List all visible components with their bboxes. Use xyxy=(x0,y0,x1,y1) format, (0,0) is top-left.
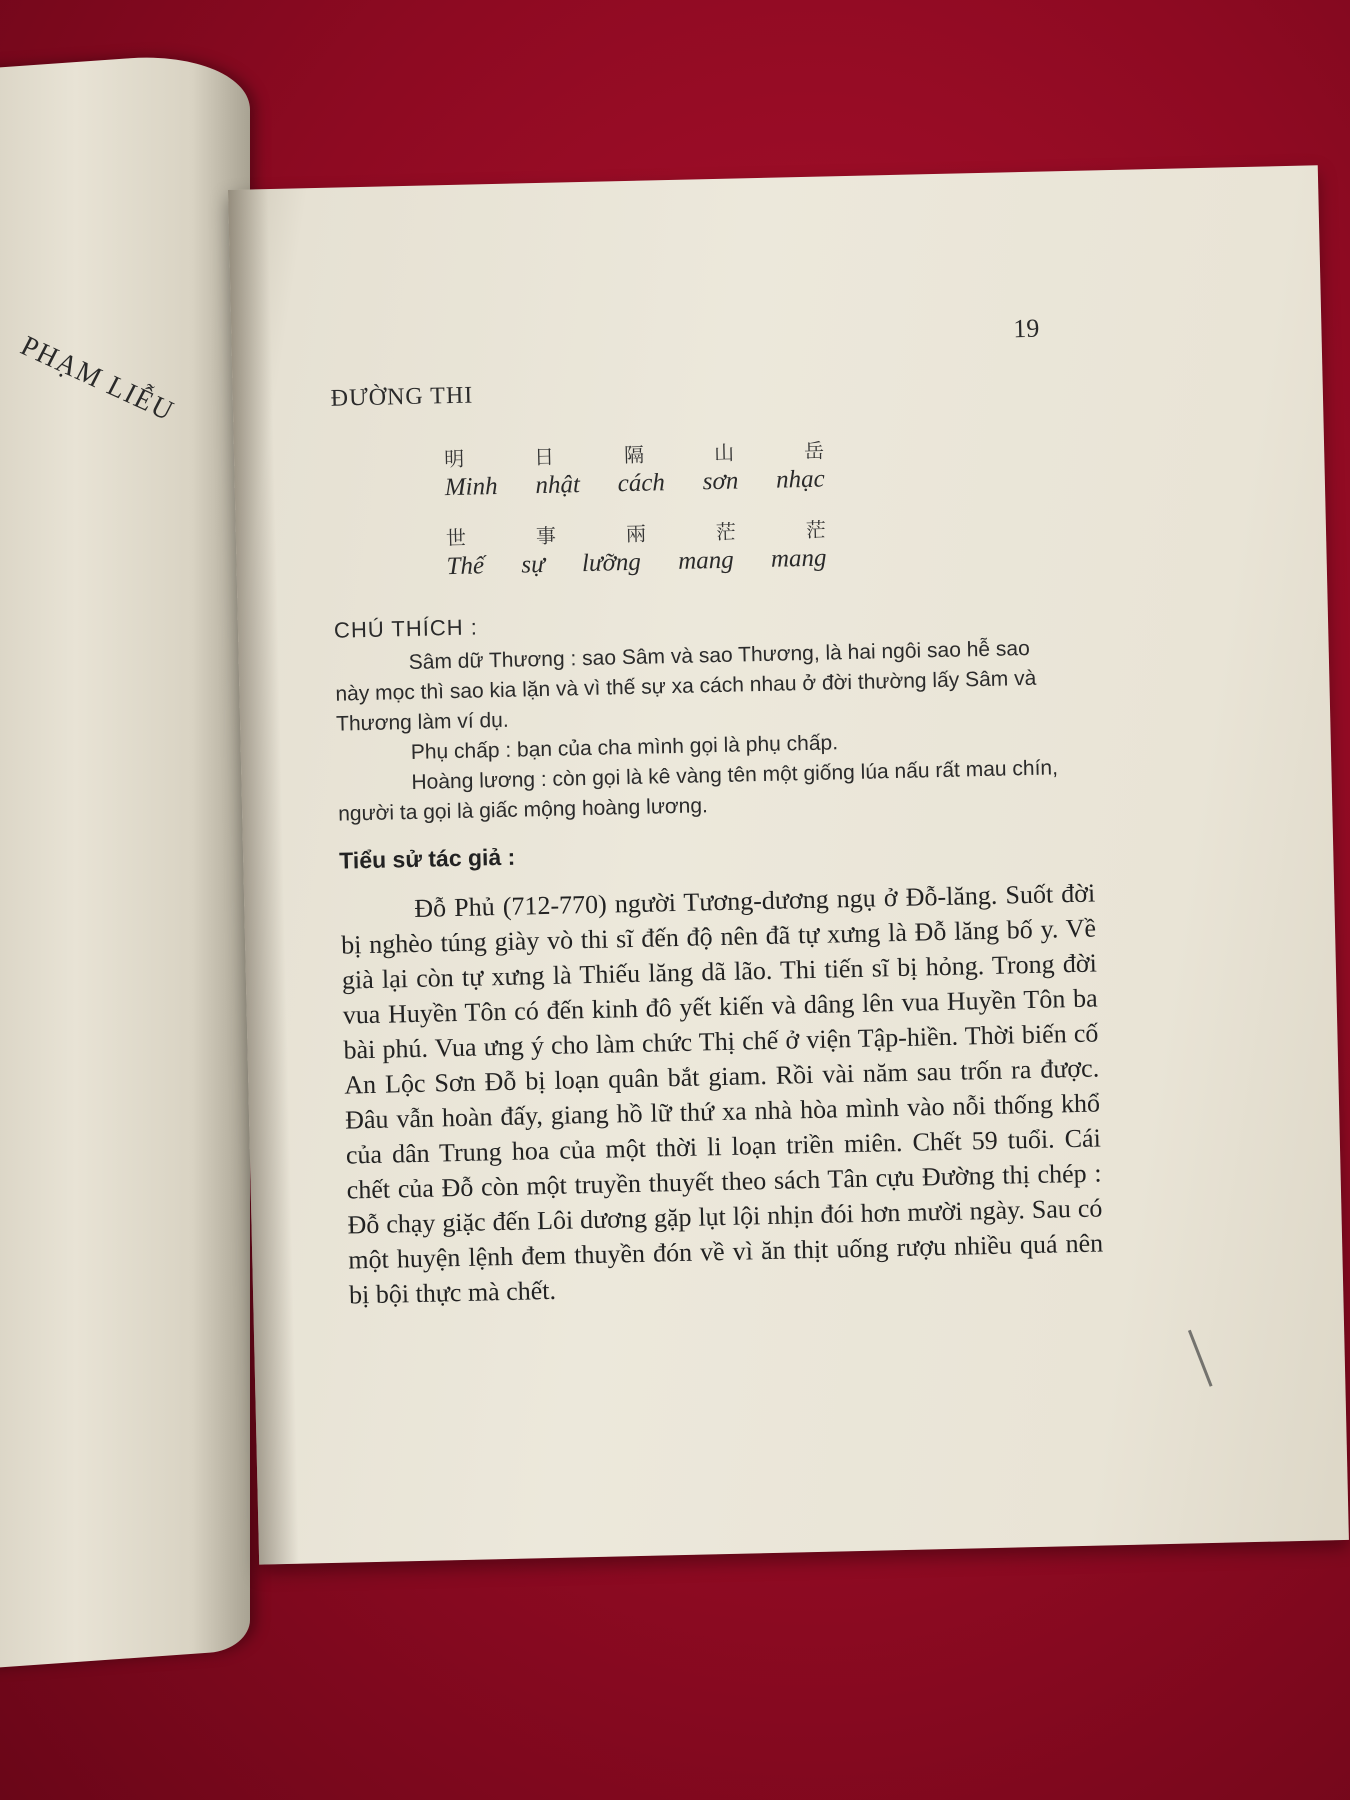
rom-word: lưỡng xyxy=(581,548,642,578)
han-char: 兩 xyxy=(625,521,647,547)
han-char: 世 xyxy=(445,525,467,551)
running-head: ĐƯỜNG THI xyxy=(330,382,474,412)
note-item: Phụ chấp : bạn của cha mình gọi là phụ chấp. xyxy=(410,731,839,764)
han-char: 茫 xyxy=(805,517,827,542)
rom-word: cách xyxy=(617,469,666,498)
han-char: 山 xyxy=(713,440,735,466)
rom-word: nhật xyxy=(535,471,581,500)
poem-block xyxy=(444,435,827,582)
page-number: 19 xyxy=(1013,313,1040,344)
rom-word: nhạc xyxy=(775,465,826,494)
bio-title: Tiểu sử tác giả : xyxy=(338,843,516,874)
han-char: 明 xyxy=(443,446,465,472)
pen-mark xyxy=(1188,1330,1213,1387)
han-char: 岳 xyxy=(803,438,825,463)
rom-word: mang xyxy=(677,546,735,575)
bio-text: Đỗ Phủ (712-770) người Tương-dương ngụ ở Đỗ-lăng. Suốt đời bị nghèo túng giày vò thi sĩ đến độ nên đã tự xưng là Đỗ lăng bố y. Về già lại còn tự xưng là Thiếu lăng dã lão. Thi tiến sĩ bị hỏng. Trong đời vua Huyền Tôn có đến kinh đô yết kiến và dâng lên vua Huyền Tôn ba bài phú. Vua ưng ý cho làm chức Thị chế ở viện Tập-hiền. Thời biến cố An Lộc Sơn Đỗ bị loạn quân bắt giam. Rồi vài năm sau trốn ra được. Đâu vẫn hoàn đấy, giang hồ lữ thứ xa nhà hòa mình vào nỗi thống khổ của dân Trung hoa của một thời li loạn triền miên. Chết 59 tuổi. Cái chết của Đỗ còn một truyền thuyết theo sách Tân cựu Đường thị chép : Đỗ chạy giặc đến Lôi dương gặp lụt lội nhịn đói hơn mười ngày. Sau có một huyện lệnh đem thuyền đón về vì ăn thịt uống rượu nhiều quá nên bị bội thực mà chết. xyxy=(340,878,1104,1310)
han-char: 隔 xyxy=(623,442,645,468)
notes-section xyxy=(334,601,1064,829)
rom-word: sự xyxy=(521,550,546,579)
rom-word: mang xyxy=(770,544,827,573)
left-page xyxy=(0,50,250,1670)
author-bio-section xyxy=(339,831,1104,1313)
han-char: 茫 xyxy=(715,519,737,545)
han-char: 事 xyxy=(535,523,557,549)
rom-word: Thế xyxy=(446,552,485,581)
poem-line-2-romanized xyxy=(446,545,827,582)
note-item: Sâm dữ Thương : sao Sâm và sao Thương, là hai ngôi sao hễ sao này mọc thì sao kia lặn và vì thế sự xa cách nhau ở đời thường lấy Sâm và Thương làm ví dụ. xyxy=(335,636,1037,736)
notes-title: CHÚ THÍCH : xyxy=(333,614,479,643)
left-page-header: PHẠM LIỄU xyxy=(15,330,180,428)
rom-word: Minh xyxy=(444,472,498,502)
right-page xyxy=(228,165,1349,1564)
han-char: 日 xyxy=(533,444,555,470)
rom-word: sơn xyxy=(702,467,739,496)
note-item: Hoàng lương : còn gọi là kê vàng tên một giống lúa nấu rất mau chín, người ta gọi là giấc mộng hoàng lương. xyxy=(337,756,1059,826)
